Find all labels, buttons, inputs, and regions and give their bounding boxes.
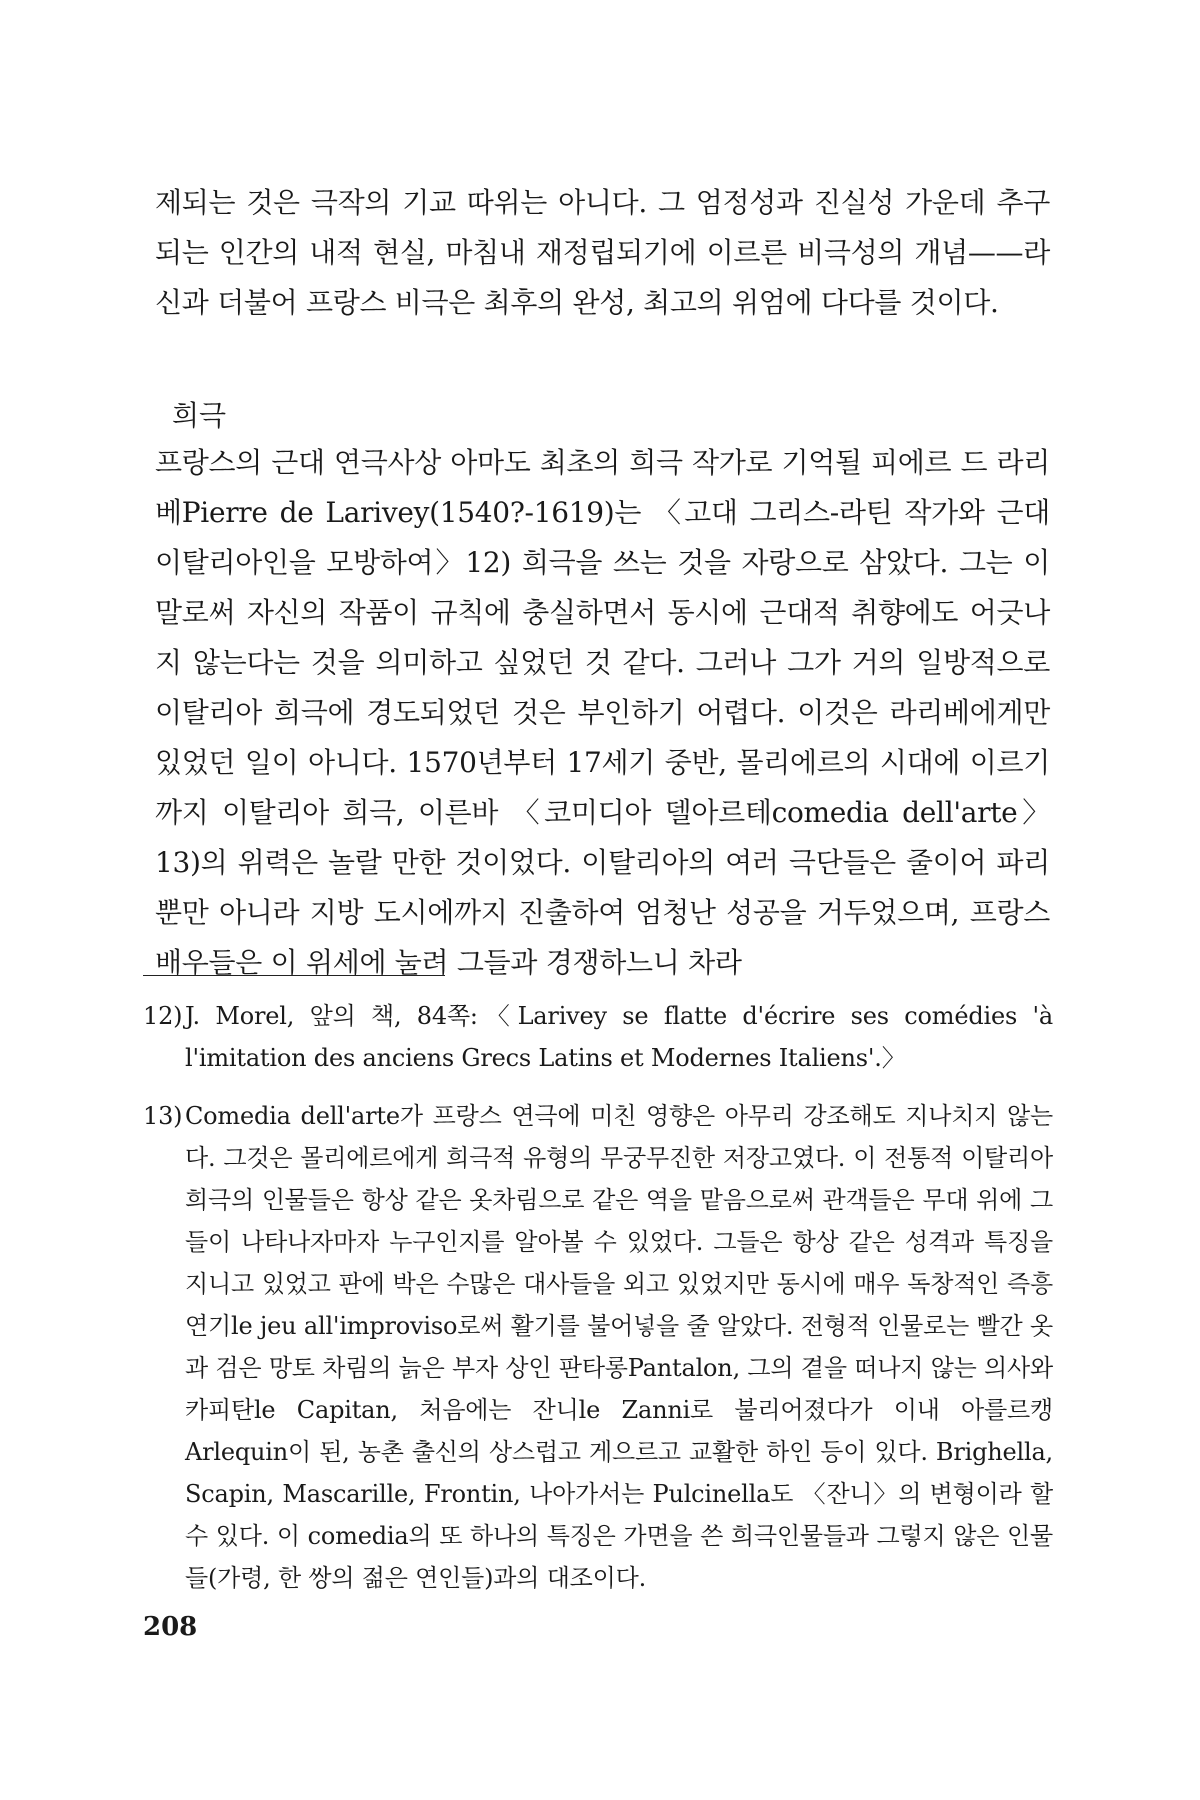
footnote-text: Comedia dell'arte가 프랑스 연극에 미친 영향은 아무리 강조해도 지나치지 않는다. 그것은 몰리에르에게 희극적 유형의 무궁무진한 저장고였다. 이 전통적 이탈리아 희극의 인물들은 항상 같은 옷차림으로 같은 역을 맡음으로써 관객들은 무대 위에 그들이 나타나자마자 누구인지를 알아볼 수 있었다. 그들은 항상 같은 성격과 특징을 지니고 있었고 판에 박은 수많은 대사들을 외고 있었지만 동시에 매우 독창적인 즉흥 연기le jeu all'improviso로써 활기를 불어넣을 줄 알았다. 전형적 인물로는 빨간 옷과 검은 망토 차림의 늙은 부자 상인 판타롱Pantalon, 그의 곁을 떠나지 않는 의사와 카피탄le Capitan, 처음에는 잔니le Zanni로 불리어졌다가 이내 아를르캥Arlequin이 된, 농촌 출신의 상스럽고 게으르고 교활한 하인 등이 있다. Brighella, Scapin, Mascarille, Frontin, 나아가서는 Pulcinella도 〈잔니〉의 변형이라 할 수 있다. 이 comedia의 또 하나의 특징은 가면을 쓴 희극인물들과 그렇지 않은 인물들(가령, 한 쌍의 젊은 연인들)과의 대조이다. <box>185 1102 1053 1592</box>
footnote-13 <box>143 1095 1053 1599</box>
footnote-12 <box>143 995 1053 1079</box>
page-number: 208 <box>143 1612 198 1642</box>
section-heading: 희극 <box>172 399 227 432</box>
footnote-divider <box>143 975 445 976</box>
comedy-paragraph-text: 프랑스의 근대 연극사상 아마도 최초의 희극 작가로 기억될 피에르 드 라리베Pierre de Larivey(1540?-1619)는 〈고대 그리스-라틴 작가와 근대 이탈리아인을 모방하여〉12) 희극을 쓰는 것을 자랑으로 삼았다. 그는 이 말로써 자신의 작품이 규칙에 충실하면서 동시에 근대적 취향에도 어긋나지 않는다는 것을 의미하고 싶었던 것 같다. 그러나 그가 거의 일방적으로 이탈리아 희극에 경도되었던 것은 부인하기 어렵다. 이것은 라리베에게만 있었던 일이 아니다. 1570년부터 17세기 중반, 몰리에르의 시대에 이르기까지 이탈리아 희극, 이른바 〈코미디아 델아르테comedia dell'arte〉13)의 위력은 놀랄 만한 것이었다. 이탈리아의 여러 극단들은 줄이어 파리뿐만 아니라 지방 도시에까지 진출하여 엄청난 성공을 거두었으며, 프랑스 배우들은 이 위세에 눌려 그들과 경쟁하느니 차라 <box>155 446 1050 979</box>
intro-paragraph <box>155 178 1050 328</box>
footnote-number: 13) <box>143 1102 183 1130</box>
footnote-number: 12) <box>143 1002 183 1030</box>
intro-paragraph-text: 제되는 것은 극작의 기교 따위는 아니다. 그 엄정성과 진실성 가운데 추구되는 인간의 내적 현실, 마침내 재정립되기에 이르른 비극성의 개념——라신과 더불어 프랑스 비극은 최후의 완성, 최고의 위엄에 다다를 것이다. <box>155 186 1050 319</box>
footnote-text: J. Morel, 앞의 책, 84쪽:〈Larivey se flatte d'écrire ses comédies 'à l'imitation des anciens Grecs Latins et Modernes Italiens'.〉 <box>185 1002 1053 1072</box>
comedy-paragraph <box>155 438 1050 988</box>
